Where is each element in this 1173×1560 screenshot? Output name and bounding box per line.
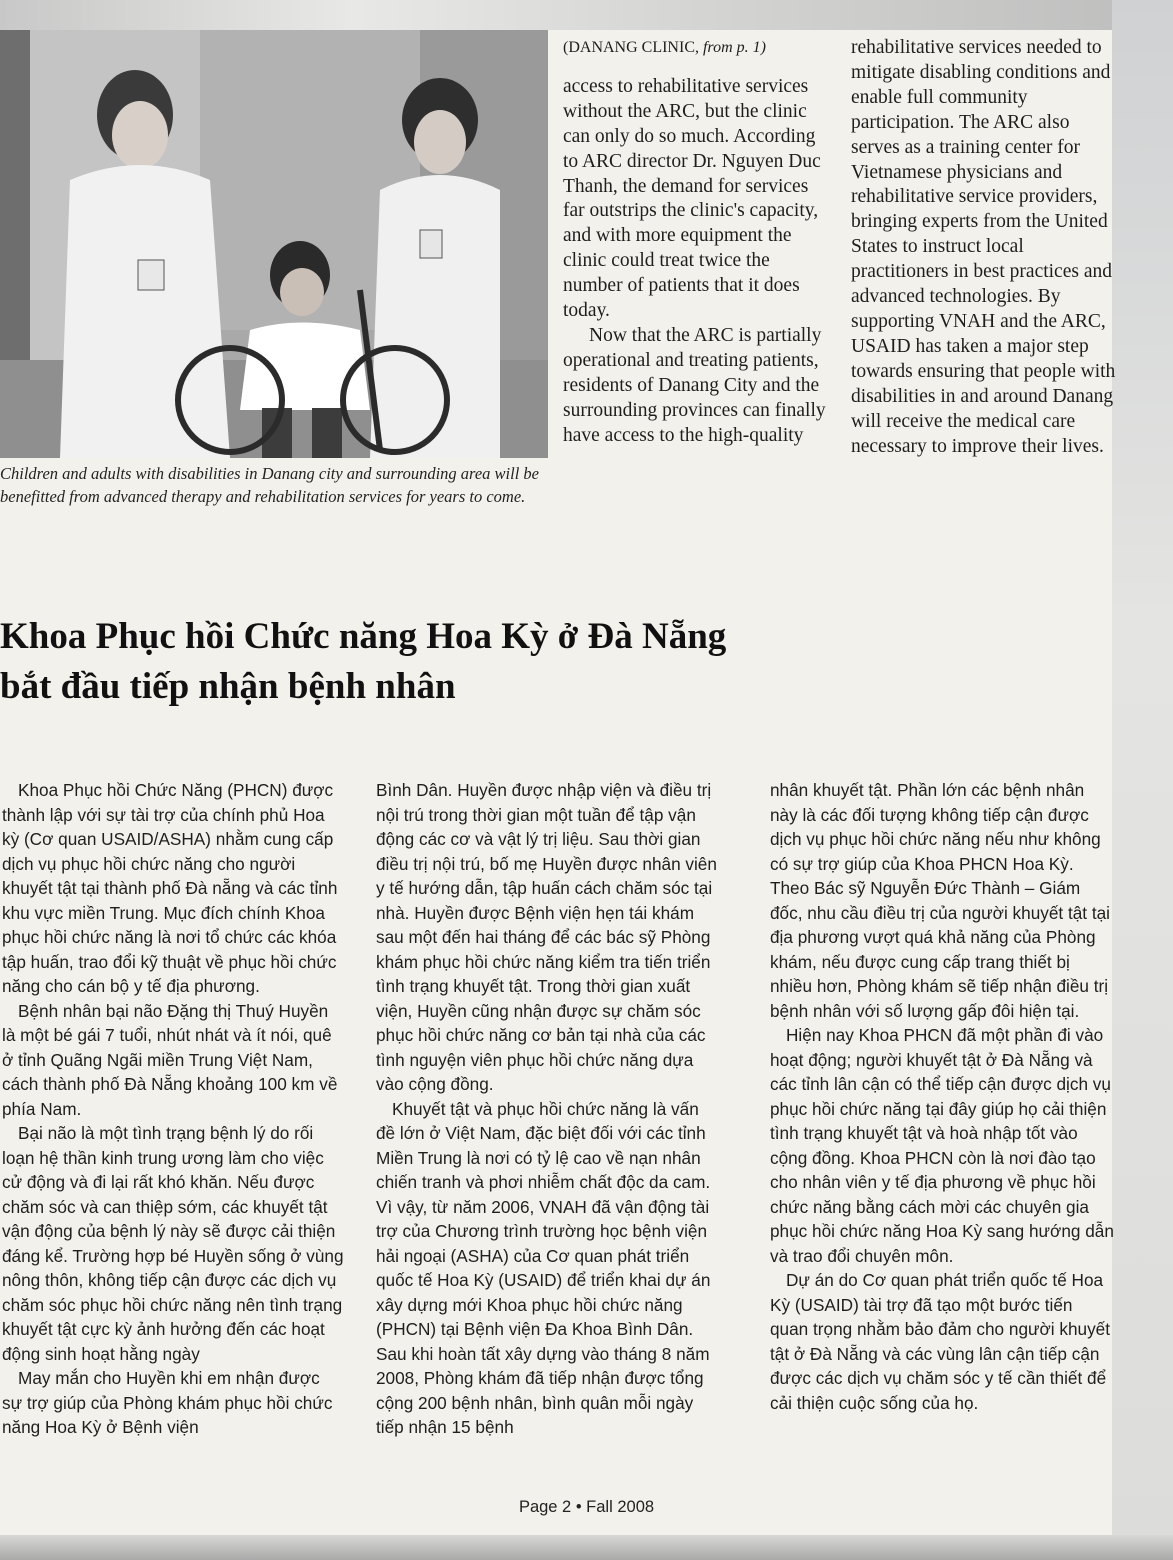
headline-line-2: bắt đầu tiếp nhận bệnh nhân	[0, 666, 456, 707]
vietnamese-column-2	[376, 778, 721, 1440]
english-column-2	[563, 36, 831, 449]
paragraph: Dự án do Cơ quan phát triển quốc tế Hoa Kỳ (USAID) tài trợ đã tạo một bước tiến quan trọng nhằm bảo đảm cho người khuyết tật ở Đà Nẵng và các vùng lân cận tiếp cận được các dịch vụ chăm sóc y tế cần thiết để cải thiện cuộc sống của họ.	[770, 1270, 1111, 1413]
page-footer: Page 2 • Fall 2008	[518, 1498, 655, 1516]
paragraph: Bệnh nhân bại não Đặng thị Thuý Huyền là một bé gái 7 tuổi, nhút nhát và ít nói, quê ở tỉnh Quãng Ngãi miền Trung Việt Nam, cách thành phố Đà Nẵng khoảng 100 km về phía Nam.	[2, 1000, 338, 1119]
paragraph: nhân khuyết tật. Phần lớn các bệnh nhân này là các đối tượng không tiếp cận được dịch vụ phục hồi chức năng nếu như không có sự trợ giúp của Khoa PHCN Hoa Kỳ. Theo Bác sỹ Nguyễn Đức Thành – Giám đốc, nhu cầu điều trị của người khuyết tật tại địa phương vượt quá khả năng của Phòng khám, nếu được cung cấp trang thiết bị nhiều hơn, Phòng khám sẽ tiếp nhận điều trị bệnh nhân với số lượng gấp đôi hiện tại.	[770, 780, 1110, 1021]
vietnamese-column-1	[2, 778, 344, 1440]
headline-line-1: Khoa Phục hồi Chức năng Hoa Kỳ ở Đà Nẵng	[0, 616, 727, 657]
paragraph: May mắn cho Huyền khi em nhận được sự trợ giúp của Phòng khám phục hồi chức năng Hoa Kỳ ở Bệnh viện	[2, 1368, 333, 1437]
paragraph: Bình Dân. Huyền được nhập viện và điều trị nội trú trong thời gian một tuần để tập vận động các cơ và vật lý trị liệu. Sau thời gian điều trị nội trú, bố mẹ Huyền được nhân viên y tế hướng dẫn, tập huấn cách chăm sóc tại nhà. Huyền được Bệnh viện hẹn tái khám sau một đến hai tháng để các bác sỹ Phòng khám phục hồi chức năng kiểm tra tiến triển tình trạng khuyết tật. Trong thời gian xuất viện, Huyền cũng nhận được sự chăm sóc phục hồi chức năng cơ bản tại nhà của các tình nguyện viên phục hồi chức năng dựa vào cộng đồng.	[376, 780, 717, 1094]
clinic-photo	[0, 30, 548, 458]
clinic-photo-illustration	[0, 30, 548, 458]
from-page: from p. 1)	[702, 39, 766, 56]
paragraph: rehabilitative services needed to mitigate disabling conditions and enable full community participation. The ARC also serves as a training center for Vietnamese physicians and rehabilitative service providers, bringing experts from the United States to instruct local practitioners in best practices and advanced technologies. By supporting VNAH and the ARC, USAID has taken a major step towards ensuring that people with disabilities in and around Danang will receive the medical care necessary to improve their lives.	[851, 37, 1116, 457]
continuation-label	[563, 36, 831, 61]
english-column-3	[851, 36, 1121, 459]
paragraph: Now that the ARC is partially operational and treating patients, residents of Danang City and the surrounding provinces can finally have access to the high-quality	[563, 324, 826, 446]
vietnamese-column-3	[770, 778, 1115, 1415]
from-label: (DANANG CLINIC,	[563, 39, 699, 56]
paragraph: Khoa Phục hồi Chức Năng (PHCN) được thành lập với sự tài trợ của chính phủ Hoa kỳ (Cơ quan USAID/ASHA) nhằm cung cấp dịch vụ phục hồi chức năng cho người khuyết tật tại thành phố Đà nẵng và các tỉnh khu vực miền Trung. Mục đích chính Khoa phục hồi chức năng là nơi tổ chức các khóa tập huấn, trao đổi kỹ thuật về phục hồi chức năng cho cán bộ y tế địa phương.	[2, 780, 338, 996]
photo-caption: Children and adults with disabilities in Danang city and surrounding area will be benefitted from advanced therapy and rehabilitation services for years to come.	[0, 464, 540, 506]
top-page-edge	[0, 0, 1173, 30]
paragraph: Khuyết tật và phục hồi chức năng là vấn đề lớn ở Việt Nam, đặc biệt đối với các tỉnh Miền Trung là nơi có tỷ lệ cao về nạn nhân chiến tranh và phơi nhiễm chất độc da cam. Vì vậy, từ năm 2006, VNAH đã vận động tài trợ của Chương trình trường học bệnh viện hải ngoại (ASHA) của Cơ quan phát triển quốc tế Hoa Kỳ (USAID) để triển khai dự án xây dựng mới Khoa phục hồi chức năng (PHCN) tại Bệnh viện Đa Khoa Bình Dân. Sau khi hoàn tất xây dựng vào tháng 8 năm 2008, Phòng khám đã tiếp nhận được tổng cộng 200 bệnh nhân, bình quân mỗi ngày tiếp nhận 15 bệnh	[376, 1098, 711, 1437]
vietnamese-headline	[0, 612, 900, 712]
paragraph: Hiện nay Khoa PHCN đã một phần đi vào hoạt động; người khuyết tật ở Đà Nẵng và các tỉnh lân cận có thể tiếp cận được dịch vụ phục hồi chức năng tại đây giúp họ cải thiện tình trạng khuyết tật và hoà nhập tốt vào cộng đồng. Khoa PHCN còn là nơi đào tạo cho nhân viên y tế địa phương về phục hồi chức năng bằng cách mời các chuyên gia phục hồi chức năng Hoa Kỳ sang hướng dẫn và trao đổi chuyên môn.	[770, 1025, 1114, 1266]
adjacent-page-edge	[1112, 0, 1173, 1560]
paragraph: Bại não là một tình trạng bệnh lý do rối loạn hệ thần kinh trung ương làm cho việc cử động và đi lại rất khó khăn. Nếu được chăm sóc và can thiệp sớm, các khuyết tật vận động của bệnh lý này sẽ được cải thiện đáng kể. Trường hợp bé Huyền sống ở vùng nông thôn, không tiếp cận được các dịch vụ chăm sóc phục hồi chức năng nên tình trạng khuyết tật cực kỳ ảnh hưởng đến các hoạt động sinh hoạt hằng ngày	[2, 1123, 344, 1364]
paragraph: access to rehabilitative services without the ARC, but the clinic can only do so much. According to ARC director Dr. Nguyen Duc Thanh, the demand for services far outstrips the clinic's capacity, and with more equipment the clinic could treat twice the number of patients that it does today.	[563, 75, 821, 322]
bottom-page-edge	[0, 1535, 1173, 1560]
